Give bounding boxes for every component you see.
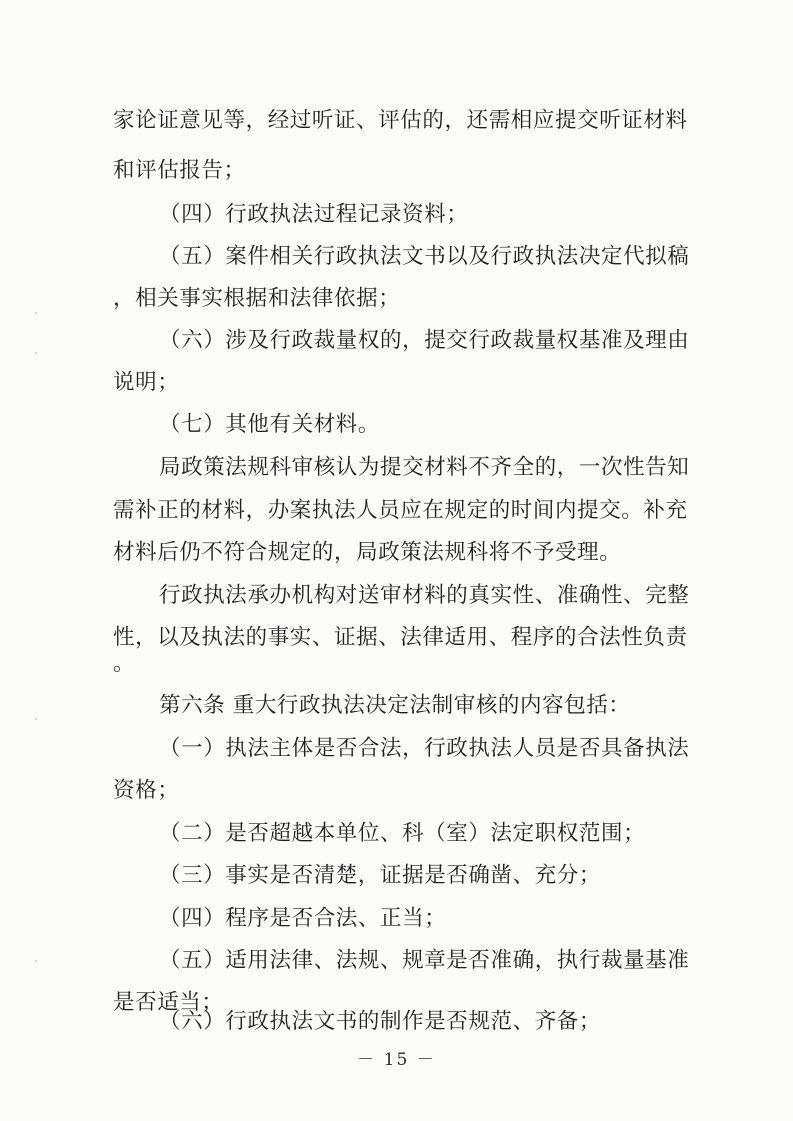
text-line-10: 需补正的材料，办案执法人员应在规定的时间内提交。补充 [113, 498, 688, 523]
scan-speck [35, 312, 37, 314]
text-line-16: （一）执法主体是否合法，行政执法人员是否具备执法 [159, 736, 690, 761]
text-line-6: （六）涉及行政裁量权的，提交行政裁量权基准及理由 [159, 328, 690, 353]
text-line-4: （五）案件相关行政执法文书以及行政执法决定代拟稿 [159, 244, 690, 269]
text-line-12: 行政执法承办机构对送审材料的真实性、准确性、完整 [159, 583, 690, 608]
text-line-23: （六）行政执法文书的制作是否规范、齐备； [159, 1009, 602, 1034]
text-line-17: 资格； [113, 778, 180, 803]
text-line-15: 第六条 重大行政执法决定法制审核的内容包括： [159, 693, 631, 718]
scan-speck [35, 352, 37, 354]
text-line-3: （四）行政执法过程记录资料； [159, 202, 469, 227]
text-line-2: 和评估报告； [113, 158, 246, 183]
scan-speck [35, 718, 37, 720]
text-line-21: （五）适用法律、法规、规章是否准确，执行裁量基准 [159, 948, 690, 973]
page-number: － 15 － [357, 1050, 436, 1070]
text-line-14: 。 [113, 651, 136, 676]
text-line-1: 家论证意见等，经过听证、评估的，还需相应提交听证材料 [113, 108, 688, 133]
text-line-11: 材料后仍不符合规定的，局政策法规科将不予受理。 [113, 540, 622, 565]
text-line-19: （三）事实是否清楚，证据是否确凿、充分； [159, 863, 602, 888]
text-line-9: 局政策法规科审核认为提交材料不齐全的，一次性告知 [159, 455, 690, 480]
text-line-20: （四）程序是否合法、正当； [159, 906, 447, 931]
text-line-13: 性，以及执法的事实、证据、法律适用、程序的合法性负责 [113, 625, 688, 650]
scan-speck [35, 960, 37, 962]
text-line-5: ，相关事实根据和法律依据； [113, 286, 401, 311]
text-line-18: （二）是否超越本单位、科（室）法定职权范围； [159, 821, 646, 846]
text-line-7: 说明； [113, 370, 180, 395]
text-line-22: 是否适当； [113, 990, 224, 1015]
text-line-8: （七）其他有关材料。 [159, 412, 381, 437]
